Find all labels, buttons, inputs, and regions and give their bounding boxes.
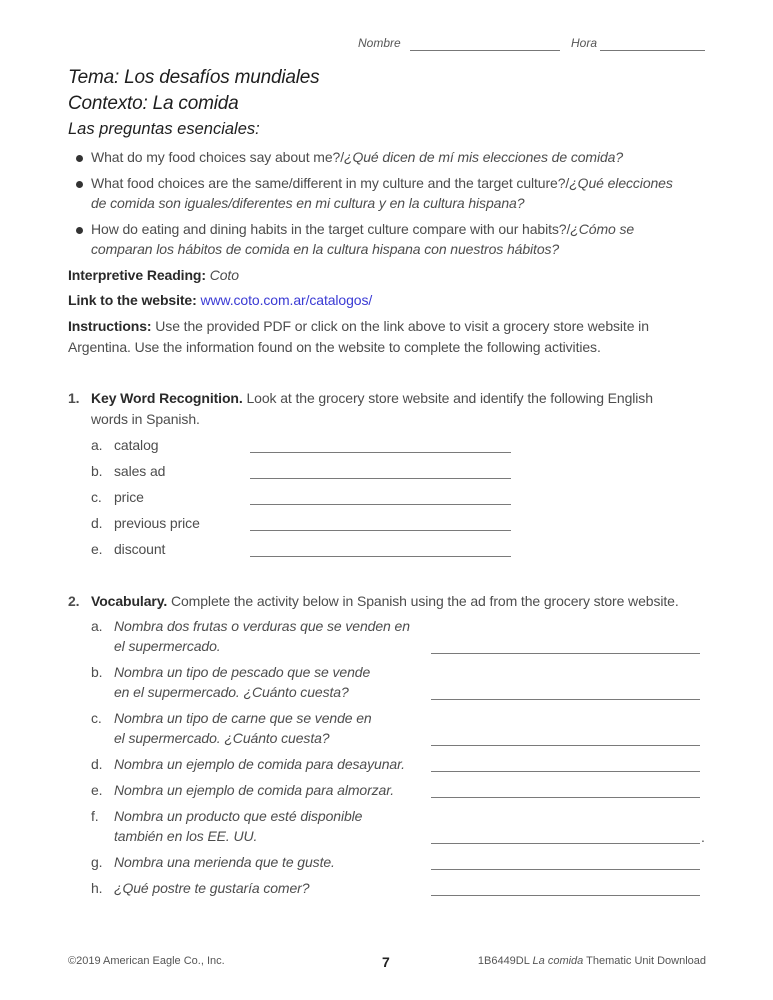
section-1-text-2: words in Spanish.: [91, 411, 200, 427]
tema-heading: Tema: Los desafíos mundiales: [68, 67, 320, 88]
footer-unit-title: [478, 955, 706, 967]
vocab-prompt-continued: en el supermercado. ¿Cuánto cuesta?: [114, 684, 349, 700]
vocab-letter: a.: [91, 618, 103, 634]
vocab-letter: b.: [91, 664, 103, 680]
answer-line[interactable]: [250, 504, 511, 505]
vocab-prompt: Nombra un tipo de pescado que se vende: [114, 664, 371, 680]
vocab-prompt: Nombra un ejemplo de comida para almorzar.: [114, 782, 395, 798]
answer-line[interactable]: [250, 452, 511, 453]
vocab-letter: d.: [91, 756, 103, 772]
answer-line[interactable]: [250, 556, 511, 557]
reading-label: Interpretive Reading:: [68, 267, 206, 283]
key-word-term: sales ad: [114, 463, 166, 479]
answer-line[interactable]: [431, 797, 700, 798]
bullet-icon: [76, 227, 83, 234]
instructions-line-1: [68, 318, 649, 334]
key-word-term: price: [114, 489, 144, 505]
key-word-letter: c.: [91, 489, 102, 505]
section-2-text: Complete the activity below in Spanish using the ad from the grocery store website.: [170, 593, 679, 609]
key-word-letter: e.: [91, 541, 103, 557]
vocab-prompt: Nombra una merienda que te guste.: [114, 854, 335, 870]
answer-line[interactable]: [431, 699, 700, 700]
question-3-spanish-end: comparan los hábitos de comida en la cultura hispana con nuestros hábitos?: [91, 241, 560, 257]
preguntas-heading: Las preguntas esenciales:: [68, 120, 260, 138]
section-2-heading: [91, 593, 679, 609]
answer-line[interactable]: [431, 745, 700, 746]
vocab-prompt: Nombra un tipo de carne que se vende en: [114, 710, 372, 726]
footer-unit-name: La comida: [532, 955, 584, 967]
question-1-english: What do my food choices say about me?/: [91, 149, 344, 165]
bullet-icon: [76, 181, 83, 188]
vocab-prompt-continued: el supermercado.: [114, 638, 221, 654]
contexto-heading: Contexto: La comida: [68, 93, 239, 114]
question-3-english: How do eating and dining habits in the target culture compare with our habits?/: [91, 221, 571, 237]
answer-line[interactable]: [431, 895, 700, 896]
question-1: [91, 149, 623, 165]
footer-suffix: Thematic Unit Download: [586, 955, 706, 967]
key-word-term: previous price: [114, 515, 200, 531]
interpretive-reading: [68, 267, 239, 283]
vocab-prompt: Nombra un ejemplo de comida para desayunar.: [114, 756, 405, 772]
question-3-line-1: [91, 221, 634, 237]
vocab-letter: e.: [91, 782, 103, 798]
question-3-spanish-start: ¿Cómo se: [570, 221, 635, 237]
answer-line[interactable]: [431, 869, 700, 870]
answer-line[interactable]: [431, 653, 700, 654]
section-1-heading: [91, 390, 653, 406]
answer-line[interactable]: [431, 843, 700, 844]
vocab-prompt: ¿Qué postre te gustaría comer?: [114, 880, 310, 896]
key-word-letter: a.: [91, 437, 103, 453]
answer-line[interactable]: [250, 478, 511, 479]
question-2-english: What food choices are the same/different in my culture and the target culture?/: [91, 175, 570, 191]
vocab-prompt-continued: el supermercado. ¿Cuánto cuesta?: [114, 730, 330, 746]
vocab-letter: h.: [91, 880, 103, 896]
instructions-text-2: Argentina. Use the information found on the website to complete the following activities.: [68, 339, 601, 355]
website-link[interactable]: www.coto.com.ar/catalogos/: [200, 292, 373, 308]
question-2-spanish-end: de comida son iguales/diferentes en mi cultura y en la cultura hispana?: [91, 195, 525, 211]
key-word-term: discount: [114, 541, 166, 557]
website-link-row: [68, 292, 372, 308]
vocab-letter: c.: [91, 710, 102, 726]
vocab-prompt: Nombra dos frutas o verduras que se venden en: [114, 618, 410, 634]
trailing-period: .: [701, 829, 705, 845]
answer-line[interactable]: [250, 530, 511, 531]
key-word-term: catalog: [114, 437, 159, 453]
key-word-letter: b.: [91, 463, 103, 479]
section-2-title: Vocabulary.: [91, 593, 168, 609]
section-1-title: Key Word Recognition.: [91, 390, 243, 406]
link-label: Link to the website:: [68, 292, 197, 308]
vocab-prompt-continued: también en los EE. UU.: [114, 828, 258, 844]
footer-copyright: ©2019 American Eagle Co., Inc.: [68, 955, 225, 967]
name-label: Nombre: [358, 36, 401, 50]
hora-label: Hora: [571, 36, 598, 50]
vocab-letter: f.: [91, 808, 99, 824]
question-2-line-1: [91, 175, 673, 191]
vocab-prompt: Nombra un producto que esté disponible: [114, 808, 363, 824]
vocab-letter: g.: [91, 854, 103, 870]
name-input-line[interactable]: [410, 50, 560, 51]
answer-line[interactable]: [431, 771, 700, 772]
instructions-label: Instructions:: [68, 318, 152, 334]
hora-input-line[interactable]: [600, 50, 705, 51]
bullet-icon: [76, 155, 83, 162]
section-1-number: 1.: [68, 390, 80, 406]
reading-value: Coto: [209, 267, 239, 283]
key-word-letter: d.: [91, 515, 103, 531]
instructions-text-1: Use the provided PDF or click on the link above to visit a grocery store website in: [155, 318, 649, 334]
footer-code: 1B6449DL: [477, 955, 530, 967]
question-2-spanish-start: ¿Qué elecciones: [569, 175, 673, 191]
question-1-spanish: ¿Qué dicen de mí mis elecciones de comida?: [344, 149, 624, 165]
section-2-number: 2.: [68, 593, 80, 609]
section-1-text-1: Look at the grocery store website and identify the following English: [246, 390, 653, 406]
page-number: 7: [382, 954, 390, 970]
